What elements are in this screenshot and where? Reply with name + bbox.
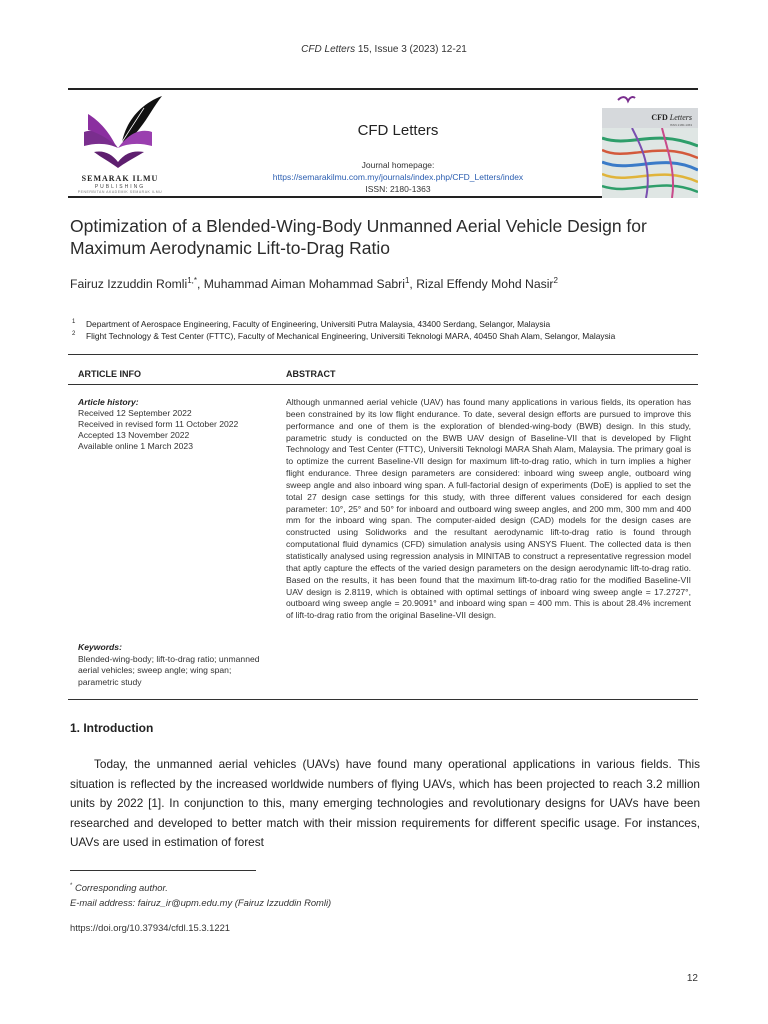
journal-issn: ISSN: 2180-1363: [365, 184, 431, 194]
cover-title: [651, 113, 692, 122]
doi-link[interactable]: https://doi.org/10.37934/cfdl.15.3.1221: [70, 922, 231, 933]
article-history: [78, 397, 273, 452]
publisher-logo: [74, 92, 166, 196]
corresponding-email: E-mail address: fairuz_ir@upm.edu.my (Fairuz Izzuddin Romli): [70, 897, 332, 909]
cover-title-italic: Letters: [669, 113, 692, 122]
book-quill-icon: [74, 92, 166, 174]
section-heading: 1. Introduction: [70, 721, 154, 735]
corresponding-author-note: [70, 879, 700, 895]
journal-title: CFD Letters: [357, 122, 439, 139]
author-name: Muhammad Aiman Mohammad Sabri: [203, 277, 405, 292]
cover-logo-icon: [616, 94, 636, 104]
running-header: [0, 44, 768, 55]
footnote: [70, 879, 700, 910]
journal-masthead: [68, 88, 698, 198]
history-item: Available online 1 March 2023: [78, 441, 193, 451]
history-item: Received in revised form 11 October 2022: [78, 419, 239, 429]
introduction-paragraph: Today, the unmanned aerial vehicles (UAVs) have found many operational applications in various fields. This situation is reflected by the increased worldwide numbers of flying UAVs, which has been projected to reach 3.2 million units by 2022 [1]. In conjunction to this, many emerging technologies and revolutionary designs for UAVs have been researched and developed to better match with their mission requirements for different specific usage. For instances, UAVs are used in estimation of forest: [70, 757, 700, 849]
running-header-journal: CFD Letters: [301, 44, 356, 55]
affiliation-text: Flight Technology & Test Center (FTTC), Faculty of Mechanical Engineering, Universiti Teknologi MARA, 40450 Shah Alam, Selangor, Malaysia: [86, 331, 616, 341]
history-item: Received 12 September 2022: [78, 408, 192, 418]
author-name: Rizal Effendy Mohd Nasir: [416, 277, 554, 292]
paper-title: Optimization of a Blended-Wing-Body Unmanned Aerial Vehicle Design for Maximum Aerodynamic Lift-to-Drag Ratio: [70, 216, 647, 258]
affiliations: [70, 318, 710, 342]
article-info-abstract-table: [68, 354, 698, 700]
cover-title-word: CFD: [651, 113, 668, 122]
publisher-sub: PUBLISHING: [94, 184, 146, 190]
running-header-issue: 15, Issue 3 (2023) 12-21: [357, 44, 467, 55]
affiliation-item: [70, 330, 710, 342]
author-separator: ,: [409, 277, 417, 292]
author-affiliation-marker: 1: [404, 276, 410, 285]
author-list: [70, 276, 710, 291]
publisher-tagline: PENERBITAN AKADEMIK SEMARAK ILMU: [77, 190, 163, 194]
homepage-link[interactable]: https://semarakilmu.com.my/journals/index.php/CFD_Letters/index: [272, 172, 524, 182]
publisher-name: SEMARAK ILMU: [81, 174, 159, 183]
keywords-block: [78, 642, 273, 688]
info-table-header: [68, 355, 698, 385]
footnote-marker: *: [70, 883, 73, 889]
article-history-title: Article history:: [78, 397, 139, 407]
article-info-heading: ARTICLE INFO: [78, 369, 141, 379]
author-affiliation-marker: 1,*: [187, 276, 197, 285]
affiliation-item: [70, 318, 710, 330]
history-item: Accepted 13 November 2022: [78, 430, 190, 440]
affiliation-number: 1: [72, 319, 76, 325]
affiliation-number: 2: [72, 331, 76, 337]
homepage-label: Journal homepage:: [361, 160, 435, 170]
abstract-heading: ABSTRACT: [286, 369, 336, 379]
page-number: 12: [686, 973, 698, 984]
cfd-streamlines-graphic: [602, 128, 698, 198]
author-name: Fairuz Izzuddin Romli: [70, 277, 188, 292]
abstract-text: Although unmanned aerial vehicle (UAV) has found many applications in various fields, its operation has been constrained by its low flight endurance. To date, several design efforts are pursued to improve this performance and one of them is the exploration of blended-wing-body (BWB) design. In this study, parametric study is conducted on the BWB UAV design of Baseline-VII that is developed by Flight Technology and Test Center (FTTC), Universiti Teknologi MARA Shah Alam, Malaysia. The primary goal is to optimize the current Baseline-VII design for maximum lift-to-drag ratio, which in turn implies a higher flight endurance. Three design parameters are considered: inboard wing sweep angle, outboard wing sweep angle and also inboard wing span. A full-factorial design of experiments (DoE) is applied to set the total 27 design case settings for this study, with three different values considered for each design parameter: 10°, 25° and 50° for inboard and outboard wing sweep angles, and 200 mm, 300 mm and 400 mm for the inboard wing span. The computer-aided design (CAD) models for the design cases are constructed using Solidworks and the resultant aerodynamic lift-to-drag ratio is found through computational fluid dynamics (CFD) simulation analysis using ANSYS Fluent. The collected data is then statistically analysed using regression analysis in MINITAB to construct a representative regression model that aptly capture the effects of the varied design parameters on the design aerodynamic lift-to-drag ratio. Based on the results, it has been found that the maximum lift-to-drag ratio for the modified Baseline-VII UAV design is 2.8119, which is obtained with optimal settings of inboard wing sweep angle = 17.2727°, outboard wing sweep angle = 20.9091° and inboard wing span = 400 mm. This is about 28.4% increment of lift-to-drag ratio from the original Baseline-VII design.: [286, 397, 691, 621]
keywords-text: Blended-wing-body; lift-to-drag ratio; unmanned aerial vehicles; sweep angle; wing span; parametric study: [78, 653, 260, 687]
keywords-title: Keywords:: [78, 642, 122, 652]
cover-issn: ISSN 2180-1363: [669, 123, 692, 127]
author-separator: ,: [196, 277, 204, 292]
author-affiliation-marker: 2: [553, 276, 558, 285]
footnote-divider: [70, 870, 256, 871]
journal-cover-image: [602, 90, 698, 198]
corresponding-author-label: Corresponding author.: [74, 882, 168, 894]
affiliation-text: Department of Aerospace Engineering, Faculty of Engineering, Universiti Putra Malaysia, 43400 Serdang, Selangor, Malaysia: [86, 319, 551, 329]
